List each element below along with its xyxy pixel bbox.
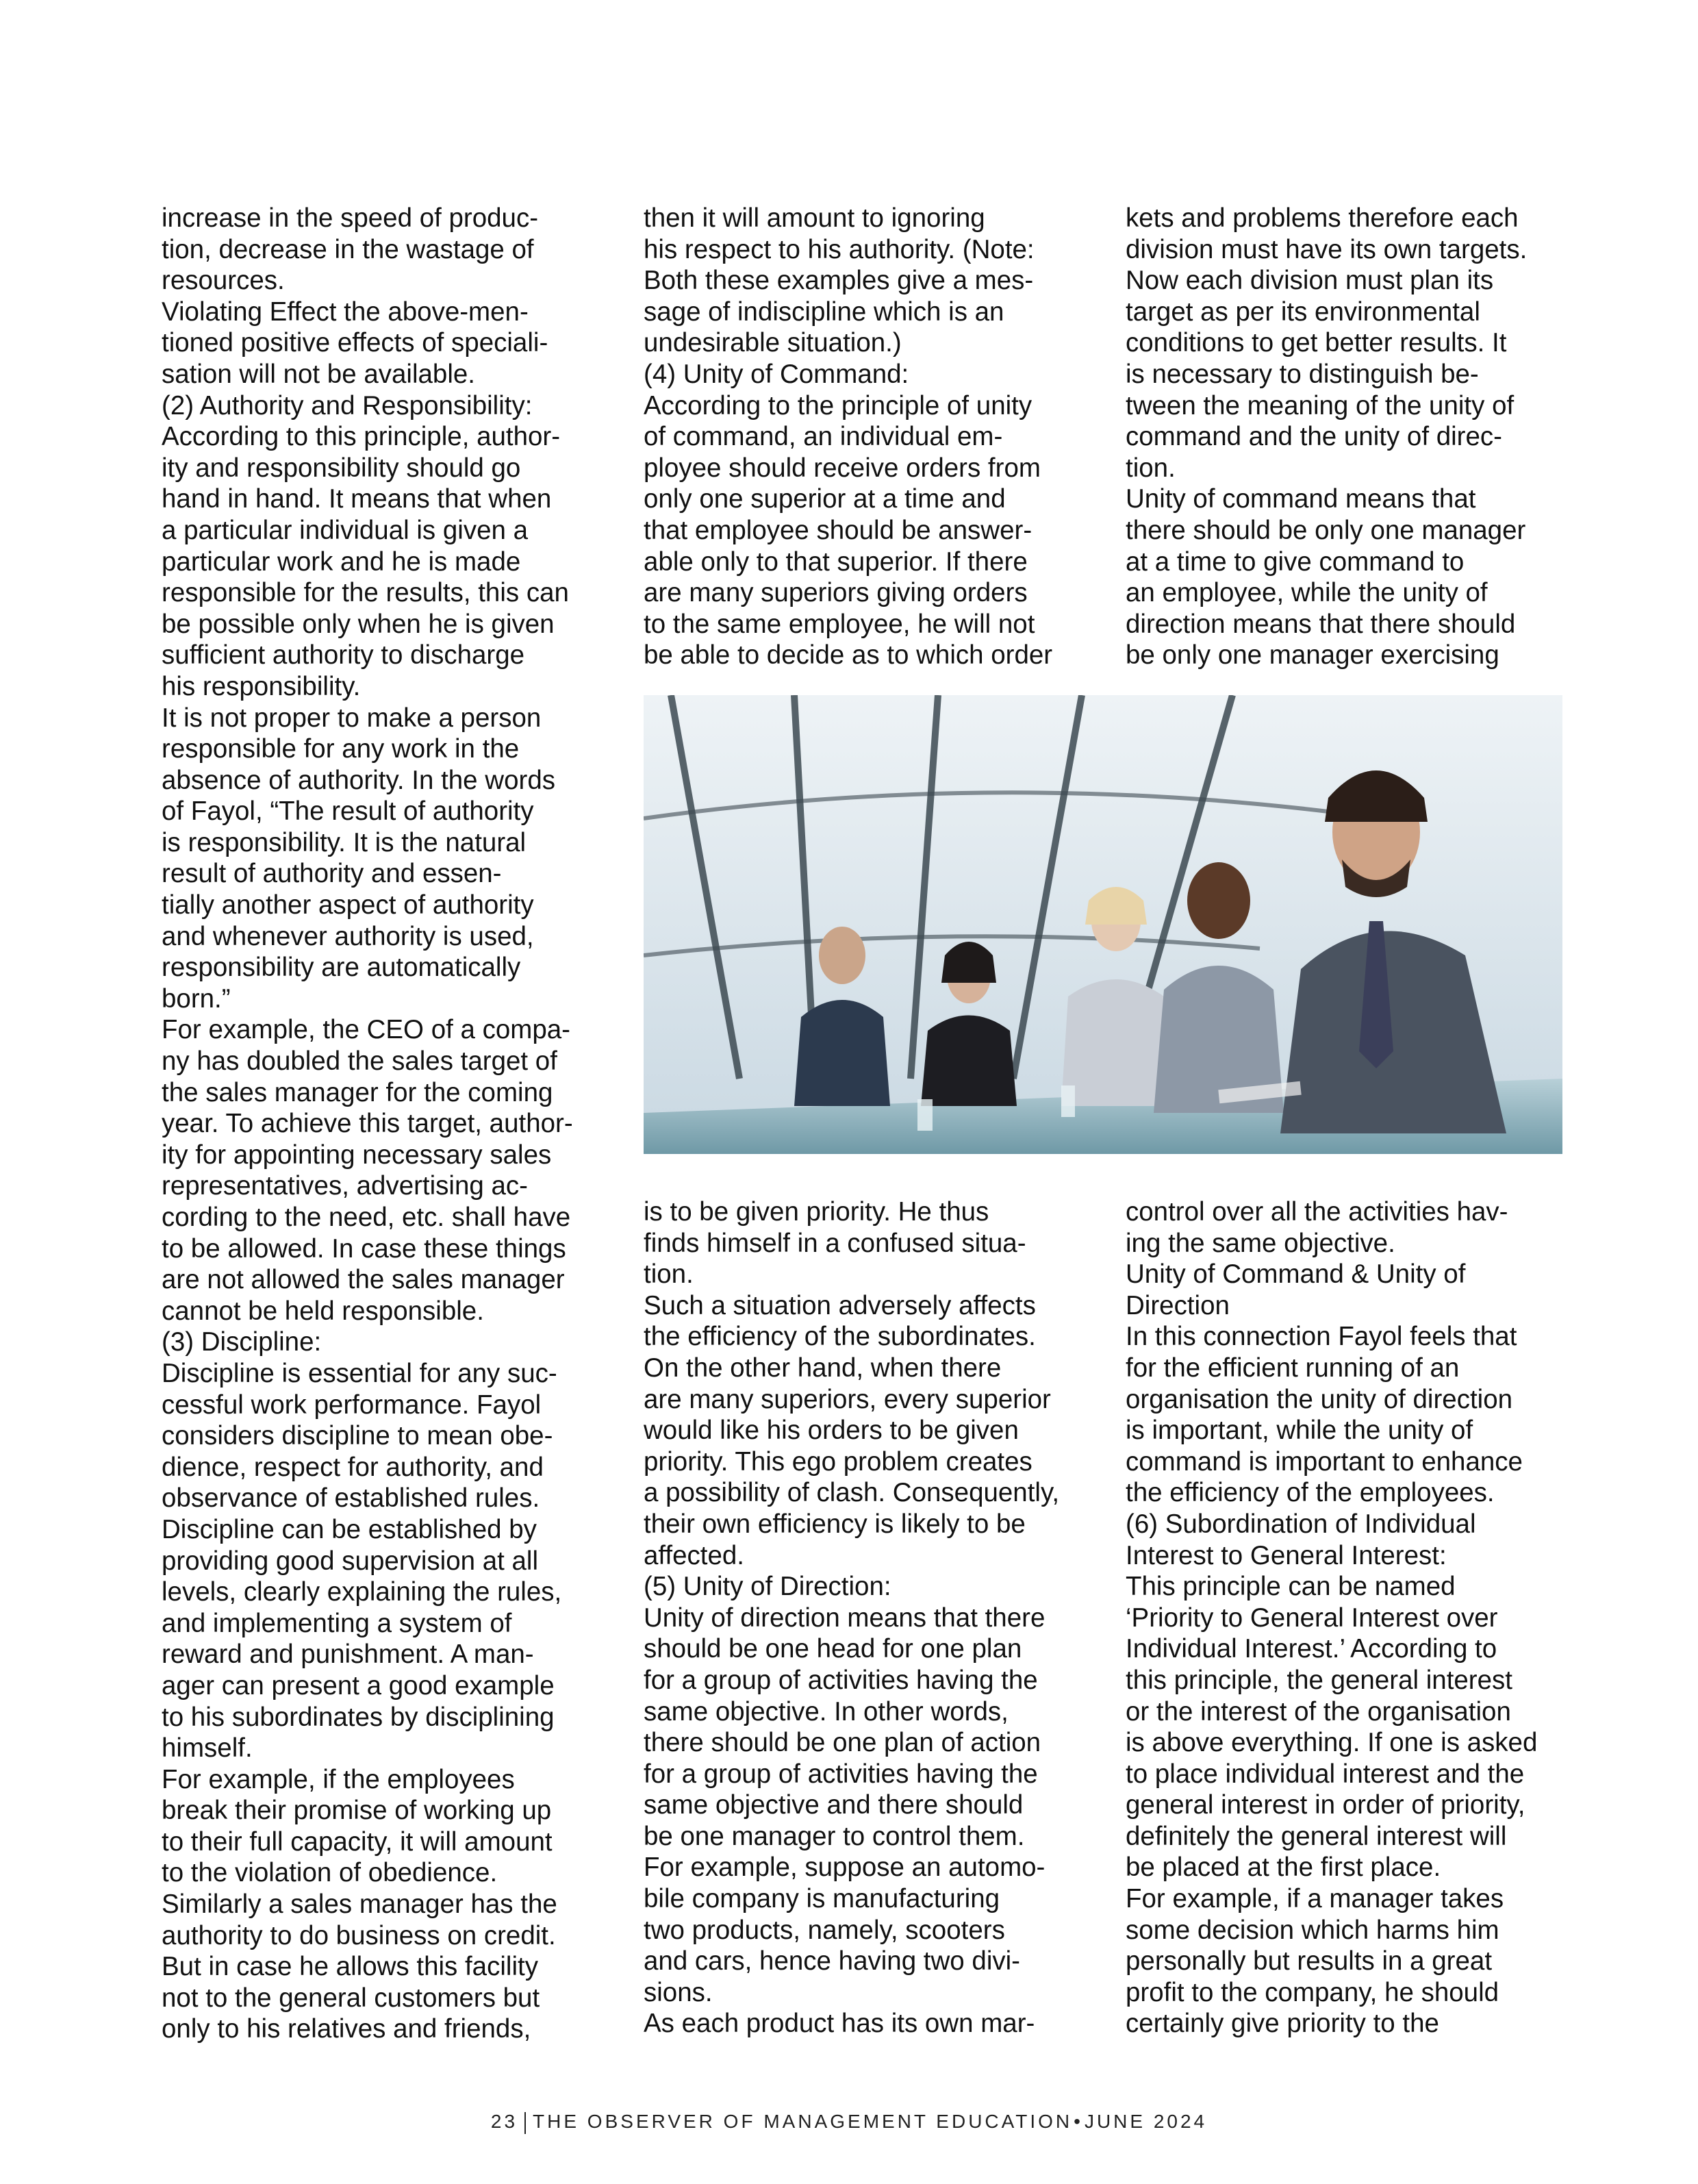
text-line: affected. xyxy=(644,1540,744,1570)
text-line: be placed at the first place. xyxy=(1126,1853,1441,1883)
text-line: For example, suppose an automo- xyxy=(644,1853,1046,1883)
text-line: to his subordinates by disciplining xyxy=(162,1702,555,1732)
text-line: tion. xyxy=(644,1259,694,1290)
text-line: considers discipline to mean obe- xyxy=(162,1421,553,1451)
text-line: profit to the company, he should xyxy=(1126,1977,1499,2007)
text-line: Both these examples give a mes- xyxy=(644,266,1034,296)
text-line: to the violation of obedience. xyxy=(162,1858,498,1888)
text-line: Direction xyxy=(1126,1290,1230,1320)
text-line: providing good supervision at all xyxy=(162,1546,539,1576)
text-line: particular work and he is made xyxy=(162,547,521,577)
text-line: control over all the activities hav- xyxy=(1126,1197,1508,1227)
text-line: two products, namely, scooters xyxy=(644,1915,1005,1945)
text-line: personally but results in a great xyxy=(1126,1946,1493,1976)
text-line: authority to do business on credit. xyxy=(162,1920,556,1950)
text-line: of Fayol, “The result of authority xyxy=(162,796,534,827)
text-column-middle-bottom xyxy=(644,1196,1082,2039)
text-line: and implementing a system of xyxy=(162,1608,512,1638)
text-line: division must have its own targets. xyxy=(1126,234,1528,264)
text-line: ing the same objective. xyxy=(1126,1228,1395,1258)
text-line: this principle, the general interest xyxy=(1126,1665,1512,1695)
text-line: born.” xyxy=(162,983,231,1014)
text-line: This principle can be named xyxy=(1126,1572,1456,1602)
text-line: to the same employee, he will not xyxy=(644,609,1035,639)
text-line: Unity of command means that xyxy=(1126,484,1476,514)
text-line: responsible for any work in the xyxy=(162,734,520,764)
text-line: break their promise of working up xyxy=(162,1796,552,1826)
text-column-middle-top xyxy=(644,203,1082,671)
text-line: responsible for the results, this can xyxy=(162,578,569,608)
text-line: for a group of activities having the xyxy=(644,1759,1038,1789)
text-line: to their full capacity, it will amount xyxy=(162,1827,553,1857)
text-line: there should be only one manager xyxy=(1126,515,1526,545)
text-line: ployee should receive orders from xyxy=(644,453,1041,483)
text-line: some decision which harms him xyxy=(1126,1915,1499,1945)
page-number: 23 xyxy=(490,2111,518,2132)
text-column-left xyxy=(162,203,600,2045)
text-line: at a time to give command to xyxy=(1126,547,1465,577)
text-line: sation will not be available. xyxy=(162,359,475,389)
text-line: representatives, advertising ac- xyxy=(162,1171,528,1201)
text-line: command and the unity of direc- xyxy=(1126,422,1502,452)
text-line: In this connection Fayol feels that xyxy=(1126,1322,1517,1352)
text-line: According to this principle, author- xyxy=(162,422,561,452)
text-line: only one superior at a time and xyxy=(644,484,1006,514)
text-line: levels, clearly explaining the rules, xyxy=(162,1577,562,1607)
text-line: target as per its environmental xyxy=(1126,297,1480,327)
text-line: would like his orders to be given xyxy=(644,1416,1019,1446)
issue-date: JUNE 2024 xyxy=(1084,2111,1208,2132)
text-line: cannot be held responsible. xyxy=(162,1296,484,1326)
text-line: As each product has its own mar- xyxy=(644,2009,1035,2039)
text-line: able only to that superior. If there xyxy=(644,547,1028,577)
text-line: result of authority and essen- xyxy=(162,859,502,889)
publication-name: THE OBSERVER OF MANAGEMENT EDUCATION xyxy=(533,2111,1073,2132)
text-line: certainly give priority to the xyxy=(1126,2009,1439,2039)
text-line: organisation the unity of direction xyxy=(1126,1384,1513,1414)
text-line: finds himself in a confused situa- xyxy=(644,1228,1026,1258)
text-line: an employee, while the unity of xyxy=(1126,578,1488,608)
text-line: reward and punishment. A man- xyxy=(162,1640,534,1670)
text-line: is important, while the unity of xyxy=(1126,1416,1473,1446)
text-line: responsibility are automatically xyxy=(162,953,521,983)
text-line: the efficiency of the subordinates. xyxy=(644,1322,1036,1352)
text-line: conditions to get better results. It xyxy=(1126,328,1507,358)
text-line: be one manager to control them. xyxy=(644,1821,1025,1851)
text-line: ‘Priority to General Interest over xyxy=(1126,1603,1498,1633)
text-line: to be allowed. In case these things xyxy=(162,1233,566,1264)
text-line: are many superiors, every superior xyxy=(644,1384,1051,1414)
text-line: the sales manager for the coming xyxy=(162,1077,553,1107)
text-line: year. To achieve this target, author- xyxy=(162,1109,573,1139)
text-line: (5) Unity of Direction: xyxy=(644,1572,891,1602)
text-line: a possibility of clash. Consequently, xyxy=(644,1478,1060,1508)
text-line: (6) Subordination of Individual xyxy=(1126,1509,1476,1539)
text-line: a particular individual is given a xyxy=(162,515,529,545)
text-line: tween the meaning of the unity of xyxy=(1126,390,1515,421)
text-line: priority. This ego problem creates xyxy=(644,1446,1032,1477)
text-line: It is not proper to make a person xyxy=(162,703,542,733)
text-line: sions. xyxy=(644,1977,713,2007)
text-line: bile company is manufacturing xyxy=(644,1884,1000,1914)
text-line: his respect to his authority. (Note: xyxy=(644,234,1035,264)
text-line: direction means that there should xyxy=(1126,609,1516,639)
text-line: same objective and there should xyxy=(644,1790,1024,1820)
text-line: Individual Interest.’ According to xyxy=(1126,1634,1497,1664)
text-line: resources. xyxy=(162,266,285,296)
text-line: observance of established rules. xyxy=(162,1483,540,1514)
text-line: Discipline can be established by xyxy=(162,1514,537,1544)
text-line: cessful work performance. Fayol xyxy=(162,1390,542,1420)
text-line: there should be one plan of action xyxy=(644,1728,1041,1758)
text-line: is necessary to distinguish be- xyxy=(1126,359,1479,389)
text-line: general interest in order of priority, xyxy=(1126,1790,1525,1820)
text-line: is above everything. If one is asked xyxy=(1126,1728,1538,1758)
text-line: (2) Authority and Responsibility: xyxy=(162,390,533,421)
text-line: ity for appointing necessary sales xyxy=(162,1140,552,1170)
text-line: are not allowed the sales manager xyxy=(162,1265,565,1295)
text-line: cording to the need, etc. shall have xyxy=(162,1203,571,1232)
text-line: be only one manager exercising xyxy=(1126,640,1499,670)
text-line: increase in the speed of produc- xyxy=(162,203,539,233)
business-meeting-photo xyxy=(644,695,1562,1154)
text-line: On the other hand, when there xyxy=(644,1353,1002,1383)
footer-separator xyxy=(524,2112,526,2134)
text-line: Interest to General Interest: xyxy=(1126,1540,1447,1570)
text-line: be able to decide as to which order xyxy=(644,640,1053,670)
text-line: Such a situation adversely affects xyxy=(644,1290,1036,1320)
text-line: of command, an individual em- xyxy=(644,422,1003,452)
text-line: (3) Discipline: xyxy=(162,1327,322,1357)
text-line: Violating Effect the above-men- xyxy=(162,297,529,327)
text-line: and cars, hence having two divi- xyxy=(644,1946,1020,1976)
text-line: hand in hand. It means that when xyxy=(162,484,552,514)
text-line: should be one head for one plan xyxy=(644,1634,1022,1664)
text-line: not to the general customers but xyxy=(162,1983,540,2013)
text-line: only to his relatives and friends, xyxy=(162,2014,531,2044)
text-line: then it will amount to ignoring xyxy=(644,203,985,233)
text-line: sufficient authority to discharge xyxy=(162,640,525,670)
text-line: their own efficiency is likely to be xyxy=(644,1509,1026,1539)
text-line: the efficiency of the employees. xyxy=(1126,1478,1495,1508)
text-line: ity and responsibility should go xyxy=(162,453,521,483)
text-line: his responsibility. xyxy=(162,671,361,701)
text-line: Now each division must plan its xyxy=(1126,266,1494,296)
text-line: to place individual interest and the xyxy=(1126,1759,1525,1789)
text-line: For example, if a manager takes xyxy=(1126,1884,1504,1914)
text-line: For example, the CEO of a compa- xyxy=(162,1015,570,1045)
text-line: dience, respect for authority, and xyxy=(162,1452,544,1482)
text-line: absence of authority. In the words xyxy=(162,765,555,795)
text-column-right-top xyxy=(1126,203,1564,671)
text-line: sage of indiscipline which is an xyxy=(644,297,1004,327)
text-line: ager can present a good example xyxy=(162,1670,555,1700)
text-line: are many superiors giving orders xyxy=(644,578,1028,608)
text-line: Unity of direction means that there xyxy=(644,1603,1046,1633)
text-line: same objective. In other words, xyxy=(644,1696,1009,1727)
bullet-icon: • xyxy=(1074,2111,1083,2132)
page-footer xyxy=(0,2111,1698,2134)
text-line: ny has doubled the sales target of xyxy=(162,1046,557,1077)
text-line: is responsibility. It is the natural xyxy=(162,827,527,857)
text-line: that employee should be answer- xyxy=(644,515,1032,545)
text-line: be possible only when he is given xyxy=(162,609,555,639)
text-line: undesirable situation.) xyxy=(644,328,902,358)
text-line: Discipline is essential for any suc- xyxy=(162,1358,557,1388)
text-line: kets and problems therefore each xyxy=(1126,203,1519,233)
text-line: command is important to enhance xyxy=(1126,1446,1523,1477)
text-line: Unity of Command & Unity of xyxy=(1126,1259,1466,1290)
text-line: tially another aspect of authority xyxy=(162,890,534,920)
text-line: and whenever authority is used, xyxy=(162,921,534,951)
text-line: himself. xyxy=(162,1733,253,1763)
text-column-right-bottom xyxy=(1126,1196,1564,2039)
text-line: For example, if the employees xyxy=(162,1764,515,1794)
text-line: But in case he allows this facility xyxy=(162,1952,538,1982)
text-line: for the efficient running of an xyxy=(1126,1353,1460,1383)
text-line: tioned positive effects of speciali- xyxy=(162,328,548,358)
text-line: (4) Unity of Command: xyxy=(644,359,909,389)
text-line: According to the principle of unity xyxy=(644,390,1032,421)
text-line: definitely the general interest will xyxy=(1126,1821,1507,1851)
text-line: is to be given priority. He thus xyxy=(644,1197,989,1227)
text-line: Similarly a sales manager has the xyxy=(162,1890,557,1920)
text-line: or the interest of the organisation xyxy=(1126,1696,1511,1727)
text-line: tion, decrease in the wastage of xyxy=(162,234,534,264)
text-line: tion. xyxy=(1126,453,1176,483)
text-line: for a group of activities having the xyxy=(644,1665,1038,1695)
